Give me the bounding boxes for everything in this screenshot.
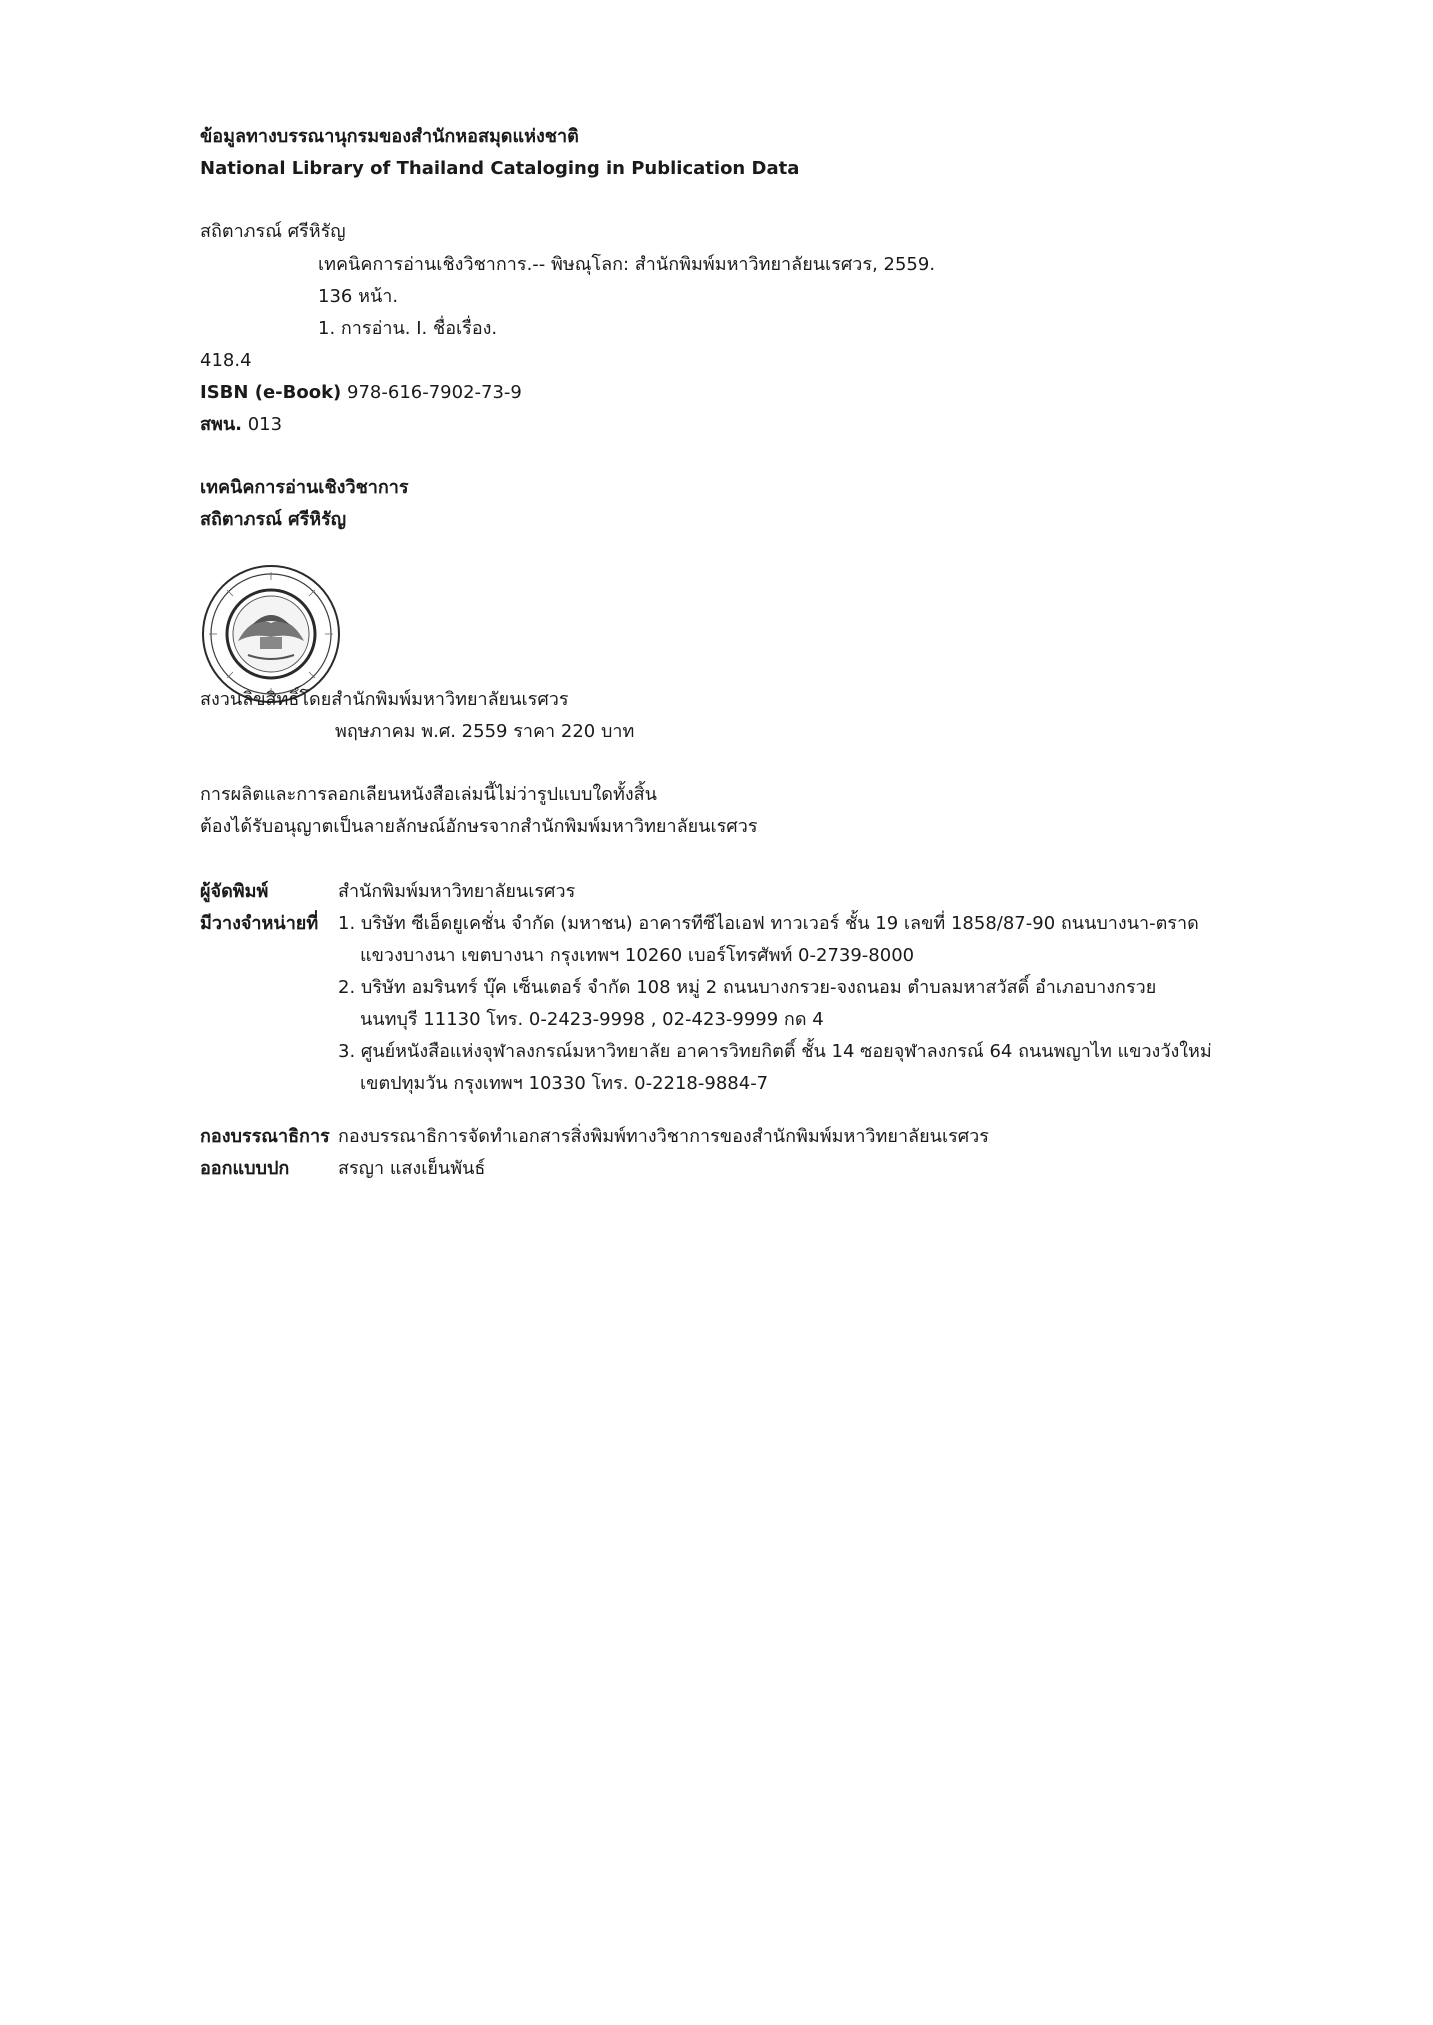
- cip-subjects-line: 1. การอ่าน. I. ชื่อเรื่อง.: [318, 318, 498, 339]
- isbn-value: 978-616-7902-73-9: [347, 382, 522, 403]
- cip-spn: [200, 413, 282, 437]
- distributor-2-line1: 2. บริษัท อมรินทร์ บุ๊ค เซ็นเตอร์ จำกัด 108 หมู่ 2 ถนนบางกรวย-จงถนอม ตำบลมหาสวัสดิ์ อำเภอบางกรวย: [338, 977, 1157, 998]
- spn-label: สพน.: [200, 414, 242, 435]
- publisher-label: ผู้จัดพิมพ์: [200, 881, 269, 902]
- cip-heading-english: National Library of Thailand Cataloging in Publication Data: [200, 158, 800, 179]
- copyright-holder: สงวนลิขสิทธิ์โดยสำนักพิมพ์มหาวิทยาลัยนเรศวร: [200, 689, 569, 710]
- book-title: เทคนิคการอ่านเชิงวิชาการ: [200, 477, 409, 498]
- cip-pages-line: 136 หน้า.: [318, 286, 399, 307]
- publisher-value: สำนักพิมพ์มหาวิทยาลัยนเรศวร: [338, 881, 576, 902]
- distributor-2-line2: นนทบุรี 11130 โทร. 0-2423-9998 , 02-423-9999 กด 4: [360, 1009, 824, 1030]
- editorial-value: กองบรรณาธิการจัดทำเอกสารสิ่งพิมพ์ทางวิชาการของสำนักพิมพ์มหาวิทยาลัยนเรศวร: [338, 1126, 989, 1147]
- distributor-3-line1: 3. ศูนย์หนังสือแห่งจุฬาลงกรณ์มหาวิทยาลัย อาคารวิทยกิตติ์ ชั้น 14 ซอยจุฬาลงกรณ์ 64 ถนนพญาไท แขวงวังใหม่: [338, 1041, 1212, 1062]
- distributors-label: มีวางจำหน่ายที่: [200, 913, 319, 934]
- distributor-1-line2: แขวงบางนา เขตบางนา กรุงเทพฯ 10260 เบอร์โทรศัพท์ 0-2739-8000: [360, 945, 915, 966]
- distributor-3-line2: เขตปทุมวัน กรุงเทพฯ 10330 โทร. 0-2218-9884-7: [360, 1073, 769, 1094]
- cip-author: สถิตาภรณ์ ศรีหิรัญ: [200, 221, 346, 242]
- cip-title-line: เทคนิคการอ่านเชิงวิชาการ.-- พิษณุโลก: สำนักพิมพ์มหาวิทยาลัยนเรศวร, 2559.: [318, 254, 936, 275]
- copyright-date-price: พฤษภาคม พ.ศ. 2559 ราคา 220 บาท: [335, 721, 635, 742]
- editorial-label: กองบรรณาธิการ: [200, 1126, 330, 1147]
- cover-design-label: ออกแบบปก: [200, 1158, 290, 1179]
- reproduction-notice-line2: ต้องได้รับอนุญาตเป็นลายลักษณ์อักษรจากสำนักพิมพ์มหาวิทยาลัยนเรศวร: [200, 816, 758, 837]
- distributor-1-line1: 1. บริษัท ซีเอ็ดยูเคชั่น จำกัด (มหาชน) อาคารทีซีไอเอฟ ทาวเวอร์ ชั้น 19 เลขที่ 1858/87-90 ถนนบางนา-ตราด: [338, 913, 1199, 934]
- spn-value: 013: [247, 414, 283, 435]
- cip-heading-thai: ข้อมูลทางบรรณานุกรมของสำนักหอสมุดแห่งชาติ: [200, 126, 579, 147]
- cover-design-value: สรญา แสงเย็นพันธ์: [338, 1158, 486, 1179]
- reproduction-notice-line1: การผลิตและการลอกเลียนหนังสือเล่มนี้ไม่ว่ารูปแบบใดทั้งสิ้น: [200, 784, 657, 805]
- cip-isbn: [200, 381, 522, 405]
- book-author: สถิตาภรณ์ ศรีหิรัญ: [200, 509, 347, 530]
- isbn-label: ISBN (e-Book): [200, 382, 342, 403]
- naresuan-university-press-seal-icon: [200, 563, 342, 705]
- cip-class-number: 418.4: [200, 350, 252, 371]
